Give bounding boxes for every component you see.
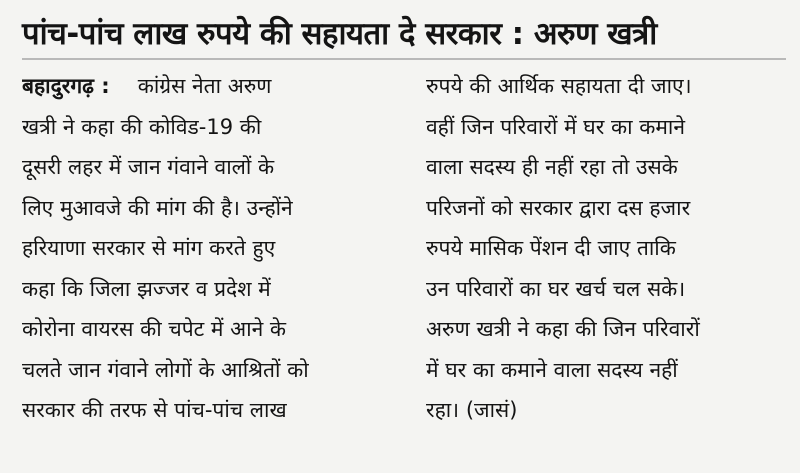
body-line: अरुण खत्री ने कहा की जिन परिवारों: [426, 317, 700, 341]
body-line: कहा कि जिला झज्जर व प्रदेश में: [22, 276, 271, 301]
headline: पांच-पांच लाख रुपये की सहायता दे सरकार : अरुण खत्री: [22, 16, 657, 52]
article-body: [22, 66, 786, 431]
body-line: दूसरी लहर में जान गंवाने वालों के: [22, 155, 275, 179]
body-line: उन परिवारों का घर खर्च चल सके।: [426, 276, 686, 301]
right-column: [426, 66, 776, 431]
body-line: कोरोना वायरस की चपेट में आने के: [22, 317, 287, 341]
body-line: चलते जान गंवाने लोगों के आश्रितों को: [22, 357, 309, 382]
body-line: रुपये मासिक पेंशन दी जाए ताकि: [426, 236, 676, 260]
body-line: हरियाणा सरकार से मांग करते हुए: [22, 236, 276, 260]
body-line: में घर का कमाने वाला सदस्य नहीं: [426, 357, 678, 382]
body-line: रहा। (जासं): [426, 398, 518, 422]
body-line: वाला सदस्य ही नहीं रहा तो उसके: [426, 155, 678, 179]
body-line: लिए मुआवजे की मांग की है। उन्होंने: [22, 195, 293, 220]
body-line: सरकार की तरफ से पांच-पांच लाख: [22, 398, 287, 422]
body-line: खत्री ने कहा की कोविड-19 की: [22, 114, 262, 139]
headline-divider: [22, 58, 786, 60]
body-line: वहीं जिन परिवारों में घर का कमाने: [426, 114, 685, 139]
body-line: [22, 66, 392, 107]
body-line: रुपये की आर्थिक सहायता दी जाए।: [426, 74, 692, 98]
left-column: [22, 66, 392, 431]
dateline: बहादुरगढ़ :: [22, 74, 110, 98]
body-line-text: कांग्रेस नेता अरुण: [137, 74, 272, 98]
body-line: परिजनों को सरकार द्वारा दस हजार: [426, 195, 691, 220]
